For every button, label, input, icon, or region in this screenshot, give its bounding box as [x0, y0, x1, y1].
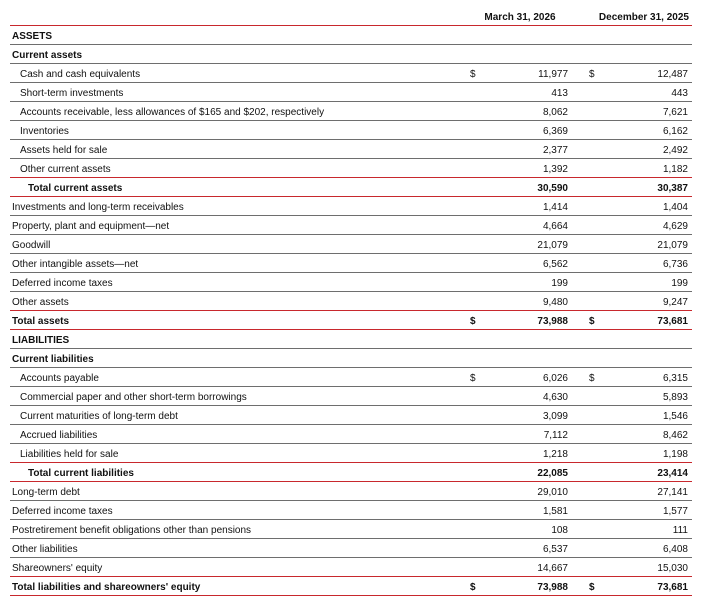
table-row	[10, 577, 692, 596]
currency-symbol: $	[470, 373, 476, 384]
value-current: 30,590	[537, 183, 568, 194]
value-prior: 199	[671, 278, 688, 289]
table-row	[10, 349, 692, 368]
row-label: Accounts receivable, less allowances of $165 and $202, respectively	[20, 107, 325, 118]
value-current: 1,218	[542, 449, 568, 460]
currency-symbol: $	[589, 316, 595, 327]
table-row	[10, 45, 692, 64]
value-prior: 1,404	[662, 202, 688, 213]
value-prior: 111	[672, 525, 688, 536]
table-row	[10, 140, 692, 159]
value-current: 3,099	[542, 411, 568, 422]
value-prior: 12,487	[657, 69, 688, 80]
table-row	[10, 501, 692, 520]
value-current: 413	[551, 88, 568, 99]
table-row	[10, 406, 692, 425]
value-current: 8,062	[542, 107, 568, 118]
table-row	[10, 273, 692, 292]
value-current: 2,377	[542, 145, 568, 156]
row-label: Deferred income taxes	[12, 278, 113, 289]
table-row	[10, 254, 692, 273]
value-current: 9,480	[542, 297, 568, 308]
value-prior: 15,030	[657, 563, 688, 574]
value-current: 1,392	[542, 164, 568, 175]
row-label: Total assets	[12, 316, 70, 327]
table-row	[10, 425, 692, 444]
value-current: 73,988	[537, 582, 568, 593]
row-label: Long-term debt	[12, 487, 80, 498]
table-row	[10, 235, 692, 254]
value-current: 22,085	[537, 468, 568, 479]
row-label: Assets held for sale	[20, 145, 108, 156]
value-current: 14,667	[537, 563, 568, 574]
table-row	[10, 558, 692, 577]
balance-sheet	[10, 0, 692, 596]
currency-symbol: $	[589, 69, 595, 80]
table-row	[10, 26, 692, 45]
table-row	[10, 444, 692, 463]
table-row	[10, 539, 692, 558]
table-row	[10, 102, 692, 121]
table-row	[10, 121, 692, 140]
value-prior: 1,546	[662, 411, 688, 422]
value-current: 1,414	[542, 202, 568, 213]
row-label: Accounts payable	[20, 373, 99, 384]
currency-symbol: $	[589, 582, 595, 593]
currency-symbol: $	[589, 373, 595, 384]
value-current: 7,112	[543, 430, 568, 441]
row-label: Shareowners' equity	[12, 563, 103, 574]
row-label: Other liabilities	[12, 544, 78, 555]
value-prior: 21,079	[657, 240, 688, 251]
row-label: Cash and cash equivalents	[20, 69, 141, 80]
value-prior: 7,621	[662, 107, 688, 118]
row-label: Deferred income taxes	[12, 506, 113, 517]
column-header-row	[10, 0, 692, 26]
table-row	[10, 482, 692, 501]
value-current: 29,010	[537, 487, 568, 498]
table-row	[10, 368, 692, 387]
currency-symbol: $	[470, 316, 476, 327]
row-label: Goodwill	[12, 240, 51, 251]
value-prior: 6,408	[662, 544, 688, 555]
row-label: Property, plant and equipment—net	[12, 221, 170, 232]
value-current: 11,977	[538, 69, 568, 80]
row-label: Current liabilities	[12, 354, 94, 365]
value-current: 6,026	[542, 373, 568, 384]
row-label: Other assets	[12, 297, 69, 308]
row-label: Total current assets	[28, 183, 123, 194]
value-prior: 1,198	[662, 449, 688, 460]
table-row	[10, 178, 692, 197]
table-row	[10, 311, 692, 330]
row-label: Current assets	[12, 50, 83, 61]
row-label: Liabilities held for sale	[20, 449, 119, 460]
row-label: Total current liabilities	[28, 468, 134, 479]
value-prior: 4,629	[662, 221, 688, 232]
value-current: 4,630	[542, 392, 568, 403]
currency-symbol: $	[470, 69, 476, 80]
currency-symbol: $	[470, 582, 476, 593]
table-row	[10, 292, 692, 311]
table-row	[10, 83, 692, 102]
table-row	[10, 216, 692, 235]
value-current: 6,369	[542, 126, 568, 137]
row-label: Investments and long-term receivables	[12, 202, 184, 213]
value-prior: 8,462	[662, 430, 688, 441]
row-label: Current maturities of long-term debt	[20, 411, 178, 422]
value-prior: 1,182	[662, 164, 688, 175]
value-prior: 6,162	[662, 126, 688, 137]
value-current: 6,562	[542, 259, 568, 270]
table-row	[10, 520, 692, 539]
value-prior: 73,681	[657, 316, 688, 327]
table-row	[10, 197, 692, 216]
row-label: Other current assets	[20, 164, 111, 175]
table-row	[10, 64, 692, 83]
row-label: Accrued liabilities	[20, 430, 98, 441]
row-label: Total liabilities and shareowners' equity	[12, 582, 201, 593]
value-prior: 443	[671, 88, 688, 99]
value-prior: 6,315	[662, 373, 688, 384]
value-prior: 2,492	[662, 145, 688, 156]
value-prior: 1,577	[662, 506, 688, 517]
value-current: 6,537	[542, 544, 568, 555]
table-row	[10, 159, 692, 178]
row-label: LIABILITIES	[12, 335, 70, 346]
value-current: 21,079	[537, 240, 568, 251]
row-label: Postretirement benefit obligations other than pensions	[12, 525, 252, 536]
value-current: 4,664	[542, 221, 568, 232]
row-label: Other intangible assets—net	[12, 259, 139, 270]
value-current: 199	[551, 278, 568, 289]
value-prior: 73,681	[657, 582, 688, 593]
column-header-prior: December 31, 2025	[598, 12, 689, 23]
row-label: ASSETS	[12, 31, 53, 42]
value-prior: 5,893	[662, 392, 688, 403]
table-row	[10, 387, 692, 406]
row-label: Inventories	[20, 126, 69, 137]
column-header-current: March 31, 2026	[484, 12, 556, 23]
row-label: Commercial paper and other short-term borrowings	[20, 392, 247, 403]
value-current: 73,988	[537, 316, 568, 327]
value-current: 1,581	[542, 506, 568, 517]
table-body	[10, 26, 692, 596]
table-row	[10, 463, 692, 482]
value-current: 108	[551, 525, 568, 536]
row-label: Short-term investments	[20, 88, 124, 99]
value-prior: 27,141	[657, 487, 688, 498]
value-prior: 30,387	[657, 183, 688, 194]
value-prior: 9,247	[662, 297, 688, 308]
table-row	[10, 330, 692, 349]
value-prior: 23,414	[657, 468, 688, 479]
value-prior: 6,736	[662, 259, 688, 270]
